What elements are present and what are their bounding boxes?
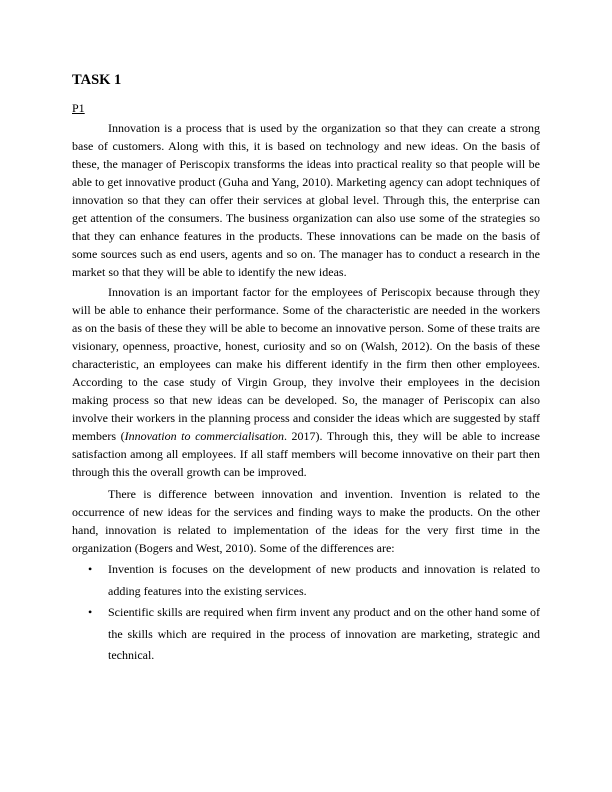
section-label: P1 xyxy=(72,101,85,115)
bullet-icon: • xyxy=(88,605,93,619)
task-heading: TASK 1 xyxy=(72,72,122,88)
page-content xyxy=(72,71,540,667)
paragraph-2-text-b: . 2017). Through this, they will be able to increase satisfaction among all employees. If all staff members will become innovative on their part then through this the overall growth can be improved. xyxy=(72,429,540,479)
paragraph-1: Innovation is a process that is used by the organization so that they can create a strong base of customers. Along with this, it is based on technology and new ideas. On the basis of these, the manager of Periscopix transforms the ideas into practical reality so that people will be able to get innovative product (Guha and Yang, 2010). Marketing agency can adopt techniques of innovation so that they can offer their services at global level. Through this, the enterprise can get attention of the consumers. The business organization can also use some of the strategies so that they can enhance features in the products. These innovations can be made on the basis of some sources such as end users, agents and so on. The manager has to conduct a research in the market so that they will be able to identify the new ideas. xyxy=(72,121,540,279)
citation-italic: Innovation to commercialisation xyxy=(124,429,284,443)
paragraph-2-text-a: Innovation is an important factor for the employees of Periscopix because through they will be able to enhance their performance. Some of the characteristic are needed in the workers as on the basis of these they will be able to become an innovative person. Some of these traits are visionary, openness, proactive, honest, curiosity and so on (Walsh, 2012). On the basis of these characteristic, an employees can make his different identify in the firm then other employees. According to the case study of Virgin Group, they involve their employees in the decision making process so that new ideas can be developed. So, the manager of Periscopix can also involve their workers in the planning process and consider the ideas which are suggested by staff members ( xyxy=(72,285,540,443)
list-item-text: Invention is focuses on the development of new products and innovation is related to adding features into the existing services. xyxy=(108,562,540,598)
list-item xyxy=(72,559,540,602)
bullet-icon: • xyxy=(88,562,93,576)
paragraph-2 xyxy=(72,283,540,481)
paragraph-3: There is difference between innovation and invention. Invention is related to the occurrence of new ideas for the services and finding ways to make the products. On the other hand, innovation is related to implementation of the ideas for the very first time in the organization (Bogers and West, 2010). Some of the differences are: xyxy=(72,487,540,555)
differences-list xyxy=(72,559,540,667)
list-item-text: Scientific skills are required when firm invent any product and on the other hand some of the skills which are required in the process of innovation are marketing, strategic and technical. xyxy=(108,605,540,662)
list-item xyxy=(72,602,540,667)
